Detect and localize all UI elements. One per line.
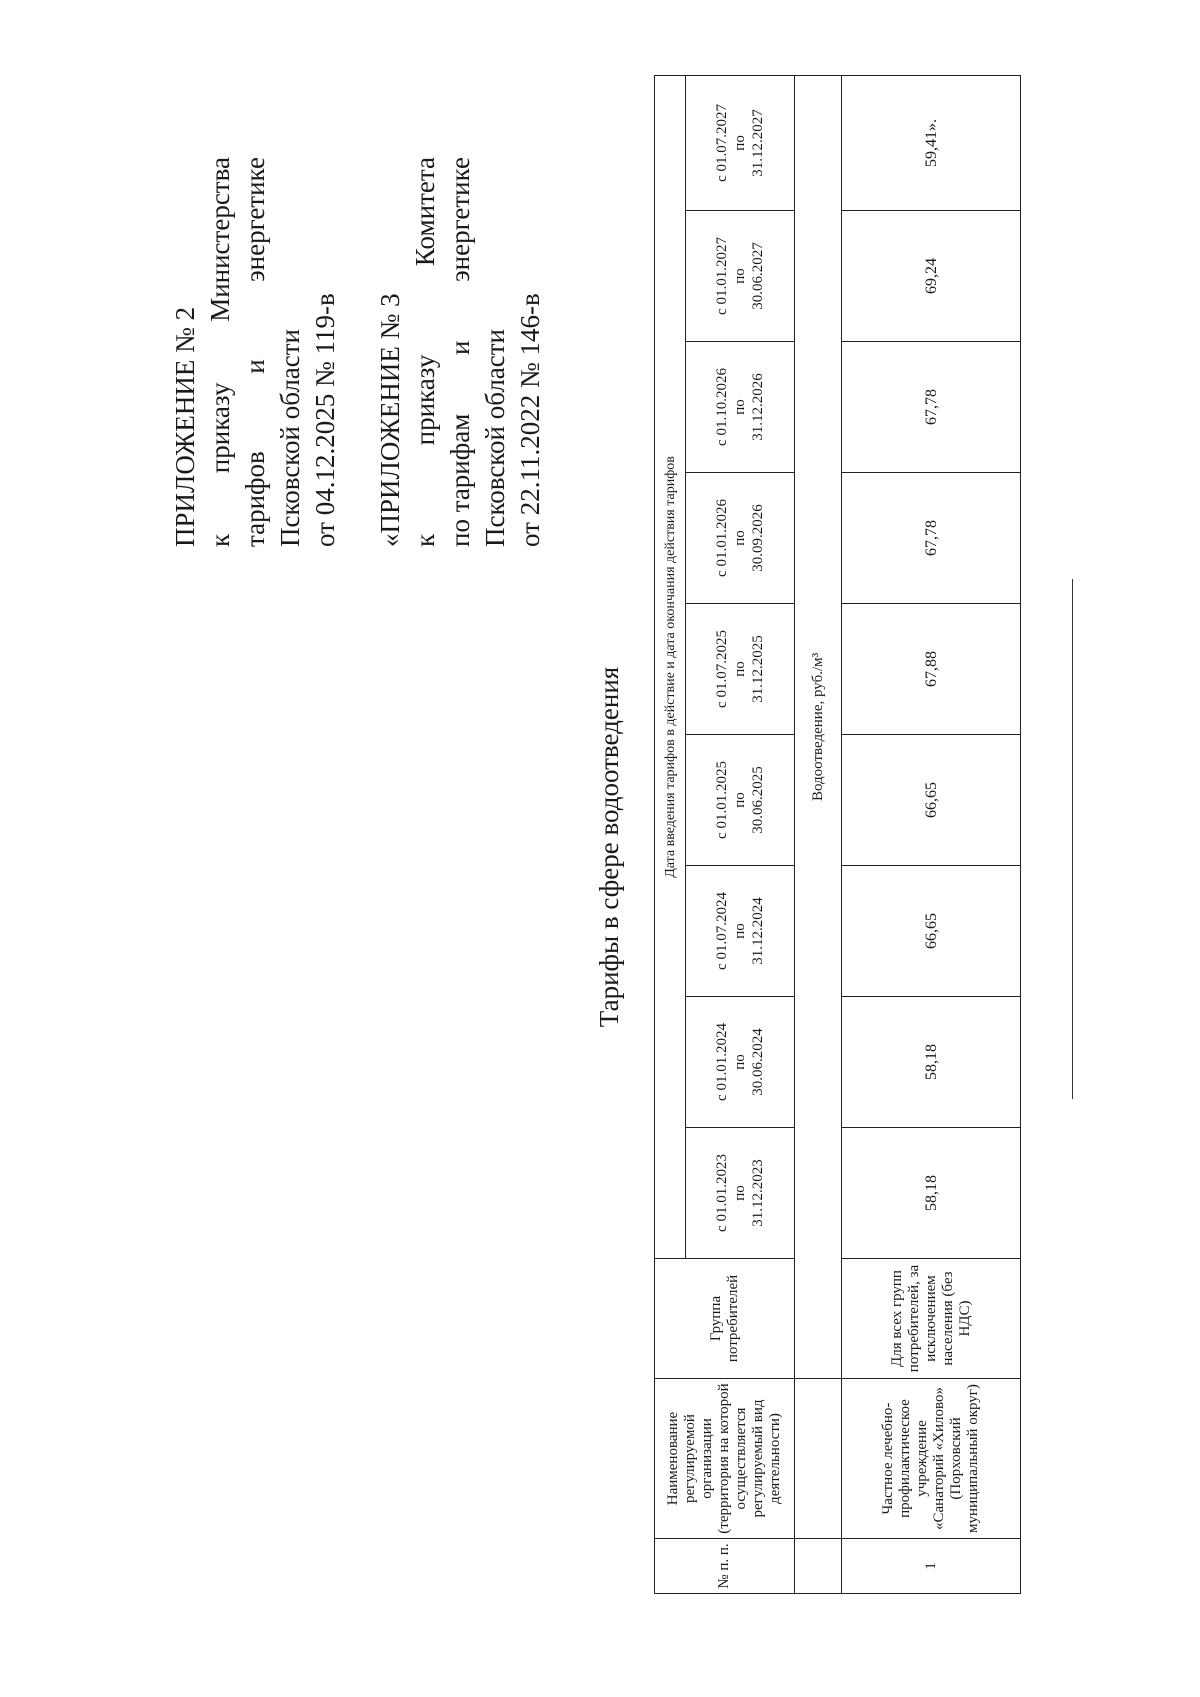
service-group-label: Водоотведение, руб./м³ — [795, 75, 842, 1378]
period-header: с 01.07.2024 по 31.12.2024 — [686, 866, 795, 997]
appendix-order-line — [203, 157, 238, 547]
document-title: Тарифы в сфере водоотведения — [594, 666, 624, 1028]
period-header: с 01.07.2027 по 31.12.2027 — [686, 75, 795, 210]
header-organization: Наименование регулируемой организации (территория на которой осуществляется регулируемый вид деятельности) — [655, 1379, 795, 1539]
header-num: № п. п. — [655, 1539, 795, 1594]
row-organization: Частное лечебно-профилактическое учреждение «Санаторий «Хилово» (Порховский муниципальный округ) — [842, 1379, 1021, 1539]
word: Комитета — [410, 157, 440, 267]
service-group-row — [795, 75, 842, 1593]
appendix-date: от 04.12.2025 № 119-в — [310, 293, 340, 547]
word: по тарифам — [445, 413, 475, 547]
period-header: с 01.07.2025 по 31.12.2025 — [686, 604, 795, 735]
tariff-value: 59,41». — [842, 75, 1021, 210]
appendix-order-line — [408, 157, 443, 547]
word: и — [445, 340, 475, 356]
tariff-value: 58,18 — [842, 1128, 1021, 1259]
word: энергетике — [240, 157, 270, 282]
word: к — [205, 533, 235, 547]
approval-old-order — [373, 157, 548, 547]
appendix-date: от 22.11.2022 № 146-в — [515, 293, 545, 547]
table-row — [842, 75, 1021, 1593]
header-row — [655, 75, 686, 1593]
word: энергетике — [445, 157, 475, 282]
period-header: с 01.01.2024 по 30.06.2024 — [686, 997, 795, 1128]
word: и — [240, 359, 270, 374]
closing-rule-line — [1072, 579, 1073, 1099]
period-header: с 01.10.2026 по 31.12.2026 — [686, 342, 795, 473]
period-header: с 01.01.2027 по 30.06.2027 — [686, 211, 795, 342]
tariff-value: 69,24 — [842, 211, 1021, 342]
approval-new-order — [168, 157, 343, 547]
word: тарифов — [240, 451, 270, 547]
word: приказу — [205, 382, 235, 474]
period-header: с 01.01.2026 по 30.09.2026 — [686, 473, 795, 604]
period-header: с 01.01.2023 по 31.12.2023 — [686, 1128, 795, 1259]
word: к — [410, 533, 440, 547]
word: приказу — [410, 354, 440, 446]
header-dates-span: Дата введения тарифов в действие и дата окончания действия тарифов — [655, 75, 686, 1258]
appendix-number: «ПРИЛОЖЕНИЕ № 3 — [375, 293, 405, 547]
appendix-region: Псковской области — [275, 328, 305, 547]
empty-cell — [795, 1379, 842, 1539]
approval-stamp — [168, 157, 578, 547]
row-num: 1 — [842, 1539, 1021, 1594]
appendix-number: ПРИЛОЖЕНИЕ № 2 — [170, 306, 200, 547]
appendix-committee-line — [443, 157, 478, 547]
header-consumer-group: Группа потребителей — [655, 1259, 795, 1379]
tariff-value: 58,18 — [842, 997, 1021, 1128]
word: Министерства — [205, 157, 235, 322]
tariff-table — [654, 75, 1021, 1594]
row-consumer-group: Для всех групп потребителей, за исключением населения (без НДС) — [842, 1259, 1021, 1379]
tariff-value: 67,78 — [842, 342, 1021, 473]
appendix-region: Псковской области — [480, 328, 510, 547]
appendix-ministry-line — [238, 157, 273, 547]
period-header: с 01.01.2025 по 30.06.2025 — [686, 735, 795, 866]
tariff-value: 66,65 — [842, 735, 1021, 866]
tariff-value: 67,78 — [842, 473, 1021, 604]
tariff-value: 66,65 — [842, 866, 1021, 997]
tariff-value: 67,88 — [842, 604, 1021, 735]
empty-cell — [795, 1539, 842, 1594]
